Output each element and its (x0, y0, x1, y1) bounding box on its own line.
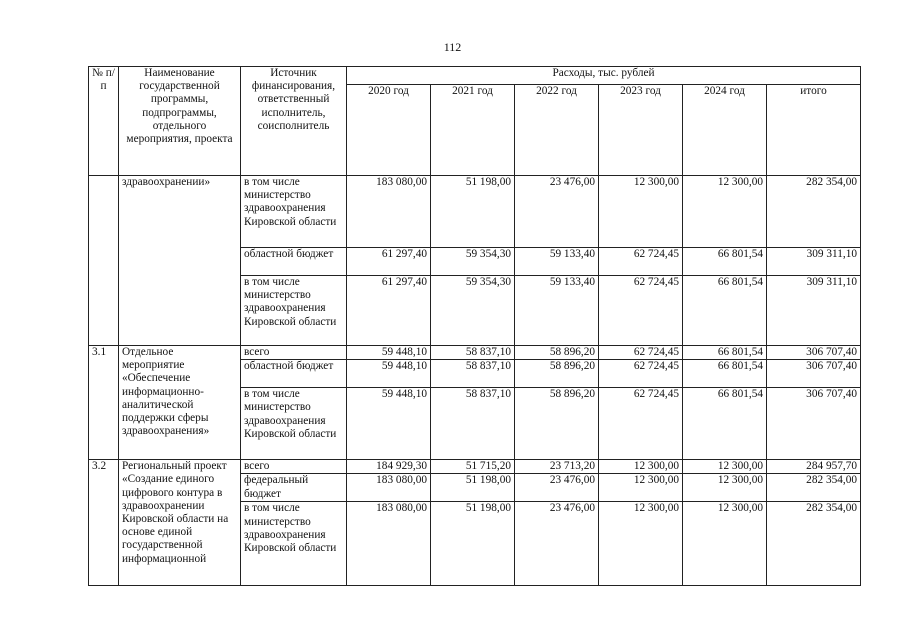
row-name: Отдельное мероприятие «Обеспечение информационно-аналитической поддержки сферы здравоохранения» (119, 346, 241, 460)
value-total: 306 707,40 (767, 388, 861, 460)
value-2021: 51 198,00 (431, 474, 515, 502)
row-source: всего (241, 346, 347, 360)
value-total: 282 354,00 (767, 176, 861, 248)
row-index: 3.1 (89, 346, 119, 460)
table-row (89, 176, 861, 248)
value-2022: 59 133,40 (515, 248, 599, 276)
value-2022: 23 713,20 (515, 460, 599, 474)
value-total: 282 354,00 (767, 474, 861, 502)
row-source: в том числе министерство здравоохранения Кировской области (241, 502, 347, 586)
value-2024: 66 801,54 (683, 388, 767, 460)
value-2021: 58 837,10 (431, 388, 515, 460)
row-source: всего (241, 460, 347, 474)
row-name: Региональный проект «Создание единого цифрового контура в здравоохранении Кировской области на основе единой государственной информационной (119, 460, 241, 586)
value-2022: 58 896,20 (515, 346, 599, 360)
header-year-2020: 2020 год (347, 85, 431, 176)
header-name: Наименование государственной программы, подпрограммы, отдельного мероприятия, проекта (119, 67, 241, 176)
value-2021: 58 837,10 (431, 360, 515, 388)
header-year-2021: 2021 год (431, 85, 515, 176)
value-2024: 66 801,54 (683, 248, 767, 276)
value-2023: 62 724,45 (599, 360, 683, 388)
value-2023: 62 724,45 (599, 346, 683, 360)
row-source: областной бюджет (241, 248, 347, 276)
value-2023: 12 300,00 (599, 502, 683, 586)
value-2022: 23 476,00 (515, 474, 599, 502)
value-2024: 12 300,00 (683, 460, 767, 474)
value-2020: 59 448,10 (347, 346, 431, 360)
value-2022: 23 476,00 (515, 176, 599, 248)
row-source: федеральный бюджет (241, 474, 347, 502)
value-2022: 58 896,20 (515, 360, 599, 388)
value-2021: 59 354,30 (431, 276, 515, 346)
value-total: 309 311,10 (767, 248, 861, 276)
value-2023: 12 300,00 (599, 176, 683, 248)
header-total: итого (767, 85, 861, 176)
value-total: 284 957,70 (767, 460, 861, 474)
value-2024: 12 300,00 (683, 176, 767, 248)
value-2024: 12 300,00 (683, 502, 767, 586)
header-year-2023: 2023 год (599, 85, 683, 176)
value-2020: 183 080,00 (347, 176, 431, 248)
row-source: в том числе министерство здравоохранения Кировской области (241, 276, 347, 346)
value-2024: 66 801,54 (683, 276, 767, 346)
header-expenses: Расходы, тыс. рублей (347, 67, 861, 85)
table-row (89, 460, 861, 474)
value-2024: 66 801,54 (683, 360, 767, 388)
value-total: 282 354,00 (767, 502, 861, 586)
value-2020: 61 297,40 (347, 276, 431, 346)
budget-table (88, 66, 861, 586)
value-2023: 62 724,45 (599, 248, 683, 276)
row-source: областной бюджет (241, 360, 347, 388)
table-row (89, 346, 861, 360)
row-index: 3.2 (89, 460, 119, 586)
value-total: 306 707,40 (767, 360, 861, 388)
header-year-2022: 2022 год (515, 85, 599, 176)
value-2023: 62 724,45 (599, 388, 683, 460)
header-source: Источник финансирования, ответственный исполнитель, соисполнитель (241, 67, 347, 176)
value-2023: 12 300,00 (599, 474, 683, 502)
page-number: 112 (443, 40, 462, 54)
value-total: 309 311,10 (767, 276, 861, 346)
value-2023: 62 724,45 (599, 276, 683, 346)
value-2022: 59 133,40 (515, 276, 599, 346)
row-name: здравоохранении» (119, 176, 241, 346)
value-2021: 59 354,30 (431, 248, 515, 276)
value-2020: 61 297,40 (347, 248, 431, 276)
header-num: № п/п (89, 67, 119, 176)
value-total: 306 707,40 (767, 346, 861, 360)
value-2021: 51 198,00 (431, 502, 515, 586)
value-2020: 59 448,10 (347, 388, 431, 460)
value-2021: 58 837,10 (431, 346, 515, 360)
value-2024: 12 300,00 (683, 474, 767, 502)
value-2023: 12 300,00 (599, 460, 683, 474)
value-2020: 184 929,30 (347, 460, 431, 474)
row-source: в том числе министерство здравоохранения Кировской области (241, 388, 347, 460)
value-2024: 66 801,54 (683, 346, 767, 360)
value-2021: 51 198,00 (431, 176, 515, 248)
value-2020: 183 080,00 (347, 502, 431, 586)
value-2020: 183 080,00 (347, 474, 431, 502)
row-index (89, 176, 119, 346)
row-source: в том числе министерство здравоохранения Кировской области (241, 176, 347, 248)
header-year-2024: 2024 год (683, 85, 767, 176)
value-2021: 51 715,20 (431, 460, 515, 474)
value-2022: 23 476,00 (515, 502, 599, 586)
value-2020: 59 448,10 (347, 360, 431, 388)
value-2022: 58 896,20 (515, 388, 599, 460)
